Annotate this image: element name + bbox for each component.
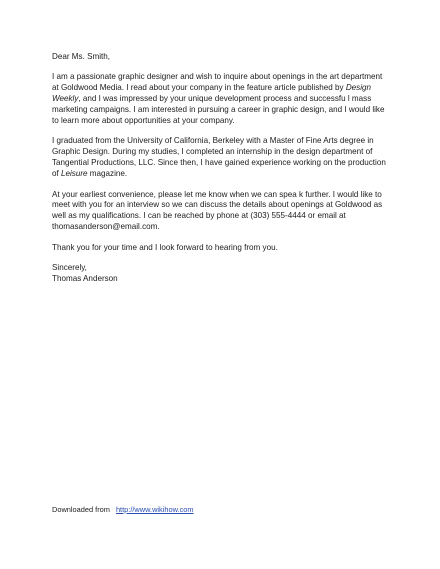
footer-label: Downloaded from bbox=[52, 505, 110, 514]
paragraph-thanks: Thank you for your time and I look forward to hearing from you. bbox=[52, 242, 278, 252]
paragraph-intro-part-2: , and I was impressed by your unique development process and successfu l mass marketing campaigns. I am interested in pursuing a career in graphic design, and I would like to learn more about opportunities at your company. bbox=[52, 94, 385, 126]
publication-title: Design Weekly bbox=[52, 83, 372, 104]
letter-body bbox=[52, 52, 388, 285]
paragraph-education bbox=[52, 136, 388, 180]
paragraph-contact: At your earliest convenience, please let me know when we can spea k further. I would like to meet with you for an interview so we can discuss the details about openings at Goldwood as well as my qualifications. I can be reached by phone at (303) 555-4444 or email at thomasanderson@email.com. bbox=[52, 189, 383, 232]
signature-name: Thomas Anderson bbox=[52, 274, 118, 283]
paragraph-intro bbox=[52, 72, 388, 127]
magazine-title: Leisure bbox=[61, 169, 88, 179]
source-link[interactable]: http://www.wikihow.com bbox=[115, 505, 194, 514]
paragraph-education-part-1: I graduated from the University of California, Berkeley with a Master of Fine Arts degree in Graphic Design. During my studies, I completed an internship in the design department of Tangential Productions, LLC. Since then, I have gained experience working on the production of bbox=[52, 136, 386, 179]
paragraph-intro-part-1: I am a passionate graphic designer and wish to inquire about openings in the art department at Goldwood Media. I read about your company in the feature article published by bbox=[52, 72, 383, 93]
closing: Sincerely, bbox=[52, 263, 87, 273]
paragraph-education-part-2: magazine. bbox=[87, 169, 128, 179]
salutation: Dear Ms. Smith, bbox=[52, 52, 111, 61]
footer bbox=[52, 505, 194, 514]
